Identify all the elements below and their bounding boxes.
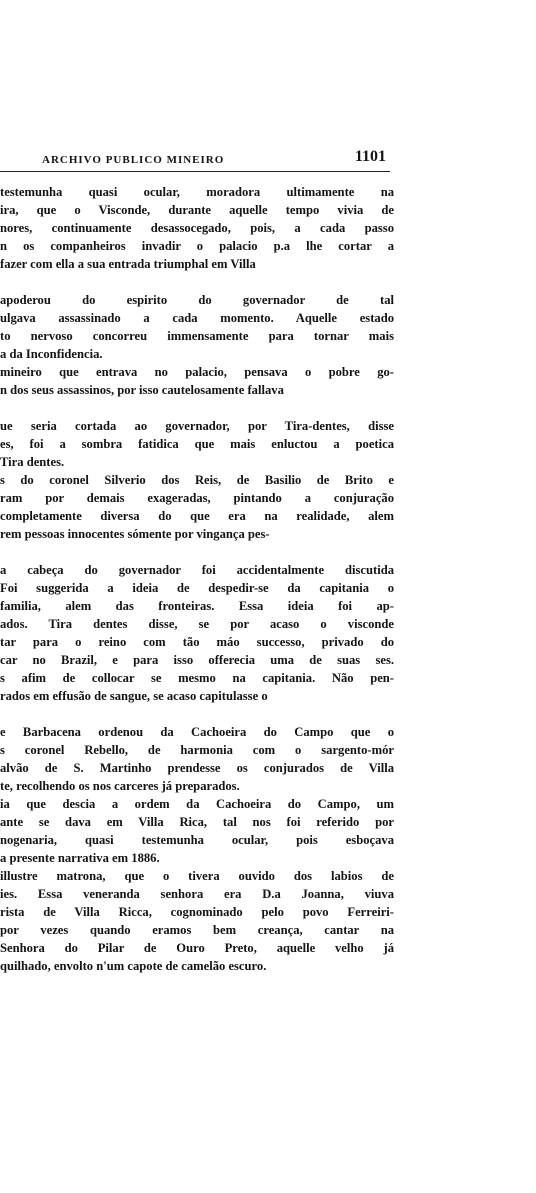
text-line: Senhora do Pilar de Ouro Preto, aquelle velho já [0,941,394,955]
text-line: e Barbacena ordenou da Cachoeira do Campo que o [0,725,394,739]
text-line: tar para o reino com tão máo successo, privado do [0,635,394,649]
paragraph [0,183,394,273]
text-line: a da Inconfidencia. [0,347,103,361]
running-title: ARCHIVO PUBLICO MINEIRO [42,154,225,166]
text-line: ram por demais exageradas, pintando a conjuração [0,491,394,505]
text-line: quilhado, envolto n'um capote de camelão escuro. [0,959,267,973]
text-line: apoderou do espirito do governador de tal [0,293,394,307]
text-line: a cabeça do governador foi accidentalmente discutida [0,563,394,577]
text-line: ia que descia a ordem da Cachoeira do Campo, um [0,797,394,811]
text-line: rem pessoas innocentes sómente por vingança pes- [0,527,270,541]
body-text [0,183,394,975]
text-line: mineiro que entrava no palacio, pensava o pobre go- [0,365,394,379]
text-line: rados em effusão de sangue, se acaso capitulasse o [0,689,268,703]
text-line: ante se dava em Villa Rica, tal nos foi referido por [0,815,394,829]
text-line: nogenaria, quasi testemunha ocular, pois esboçava [0,833,394,847]
text-line: ira, que o Visconde, durante aquelle tempo vivia de [0,203,394,217]
text-line: te, recolhendo os nos carceres já preparados. [0,779,240,793]
text-line: es, foi a sombra fatidica que mais enluctou a poetica [0,437,394,451]
text-line: s afim de collocar se mesmo na capitania. Não pen- [0,671,394,685]
text-line: testemunha quasi ocular, moradora ultimamente na [0,185,394,199]
text-line: rista de Villa Ricca, cognominado pelo povo Ferreiri- [0,905,394,919]
paragraph [0,795,394,867]
text-line: alvão de S. Martinho prendesse os conjurados de Villa [0,761,394,775]
header-rule [0,171,390,172]
text-line: Foi suggerida a ideia de despedir-se da capitania o [0,581,394,595]
text-line: ulgava assassinado a cada momento. Aquelle estado [0,311,394,325]
paragraph [0,417,394,471]
text-line: s coronel Rebello, de harmonia com o sargento-mór [0,743,394,757]
text-line: s do coronel Silverio dos Reis, de Basilio de Brito e [0,473,394,487]
text-line: to nervoso concorreu immensamente para tornar mais [0,329,394,343]
text-line: nores, continuamente desassocegado, pois, a cada passo [0,221,394,235]
page-number: 1101 [354,148,386,165]
paragraph [0,867,394,975]
text-line: illustre matrona, que o tivera ouvido dos labios de [0,869,394,883]
text-line: ados. Tira dentes disse, se por acaso o visconde [0,617,394,631]
text-line: a presente narrativa em 1886. [0,851,160,865]
paragraph [0,291,394,363]
text-line: familia, alem das fronteiras. Essa ideia foi ap- [0,599,394,613]
text-line: car no Brazil, e para isso offerecia uma de suas ses. [0,653,394,667]
paragraph [0,471,394,543]
text-line: ue seria cortada ao governador, por Tira-dentes, disse [0,419,394,433]
text-line: fazer com ella a sua entrada triumphal em Villa [0,257,256,271]
text-line: por vezes quando eramos bem creança, cantar na [0,923,394,937]
paragraph [0,723,394,795]
page-header [0,148,392,172]
paragraph [0,363,394,399]
text-line: Tira dentes. [0,455,65,469]
paragraph [0,561,394,705]
text-line: completamente diversa do que era na realidade, alem [0,509,394,523]
text-line: ies. Essa veneranda senhora era D.a Joanna, viuva [0,887,394,901]
text-line: n dos seus assassinos, por isso cautelosamente fallava [0,383,284,397]
text-line: n os companheiros invadir o palacio p.a lhe cortar a [0,239,394,253]
